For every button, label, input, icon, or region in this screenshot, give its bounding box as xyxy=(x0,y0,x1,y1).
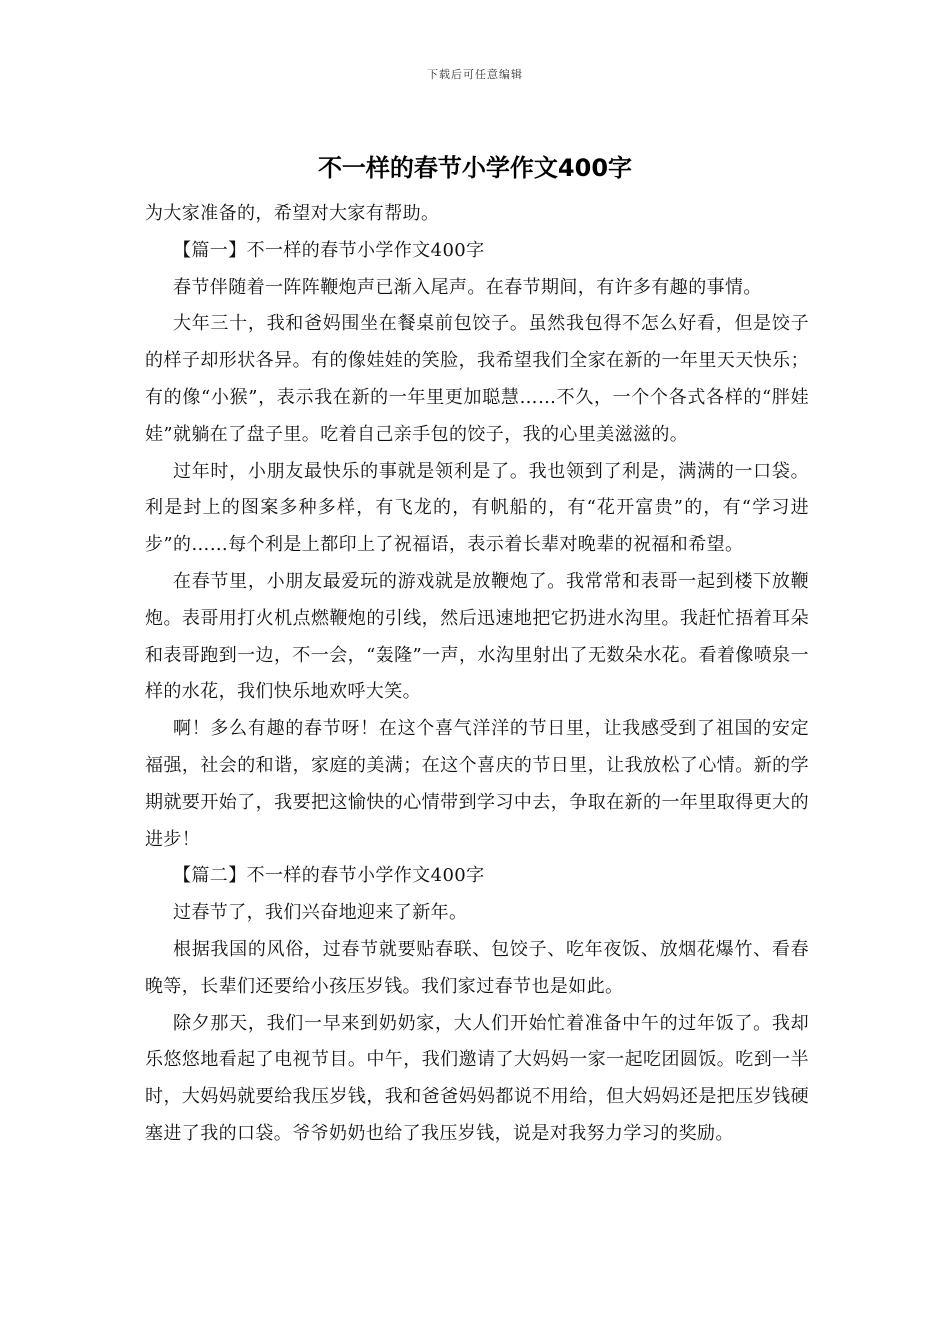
paragraph: 过年时，小朋友最快乐的事就是领利是了。我也领到了利是，满满的一口袋。利是封上的图案多种多样，有飞龙的，有帆船的，有“花开富贵”的，有“学习进步”的……每个利是上都印上了祝福语，表示着长辈对晚辈的祝福和希望。 xyxy=(145,460,809,556)
paragraph: 过春节了，我们兴奋地迎来了新年。 xyxy=(173,902,468,924)
paragraph: 春节伴随着一阵阵鞭炮声已渐入尾声。在春节期间，有许多有趣的事情。 xyxy=(173,276,762,298)
paragraph: 啊！多么有趣的春节呀！在这个喜气洋洋的节日里，让我感受到了祖国的安定福强，社会的和谐，家庭的美满；在这个喜庆的节日里，让我放松了心情。新的学期就要开始了，我要把这愉快的心情带到学习中去，争取在新的一年里取得更大的进步！ xyxy=(145,718,809,850)
document-title: 不一样的春节小学作文400字 xyxy=(317,154,633,182)
paragraph: 为大家准备的，希望对大家有帮助。 xyxy=(145,203,440,224)
paragraph: 大年三十，我和爸妈围坐在餐桌前包饺子。虽然我包得不怎么好看，但是饺子的样子却形状各异。有的像娃娃的笑脸，我希望我们全家在新的一年里天天快乐；有的像“小猴”，表示我在新的一年里更加聪慧……不久，一个个各式各样的“胖娃娃”就躺在了盘子里。吃着自己亲手包的饺子，我的心里美滋滋的。 xyxy=(145,313,809,445)
paragraph: 在春节里，小朋友最爱玩的游戏就是放鞭炮了。我常常和表哥一起到楼下放鞭炮。表哥用打火机点燃鞭炮的引线，然后迅速地把它扔进水沟里。我赶忙捂着耳朵和表哥跑到一边，不一会，“轰隆”一声，水沟里射出了无数朵水花。看着像喷泉一样的水花，我们快乐地欢呼大笑。 xyxy=(145,570,809,703)
document-body xyxy=(145,196,809,1153)
paragraph: 根据我国的风俗，过春节就要贴春联、包饺子、吃年夜饭、放烟花爆竹、看春晚等，长辈们还要给小孩压岁钱。我们家过春节也是如此。 xyxy=(145,938,809,997)
section-heading: 【篇一】不一样的春节小学作文400字 xyxy=(173,239,485,261)
paragraph: 除夕那天，我们一早来到奶奶家，大人们开始忙着准备中午的过年饭了。我却乐悠悠地看起了电视节目。中午，我们邀请了大妈妈一家一起吃团圆饭。吃到一半时，大妈妈就要给我压岁钱，我和爸爸妈妈都说不用给，但大妈妈还是把压岁钱硬塞进了我的口袋。爷爷奶奶也给了我压岁钱，说是对我努力学习的奖励。 xyxy=(145,1012,809,1144)
header-note: 下载后可任意编辑 xyxy=(427,68,523,81)
section-heading: 【篇二】不一样的春节小学作文400字 xyxy=(173,865,485,887)
